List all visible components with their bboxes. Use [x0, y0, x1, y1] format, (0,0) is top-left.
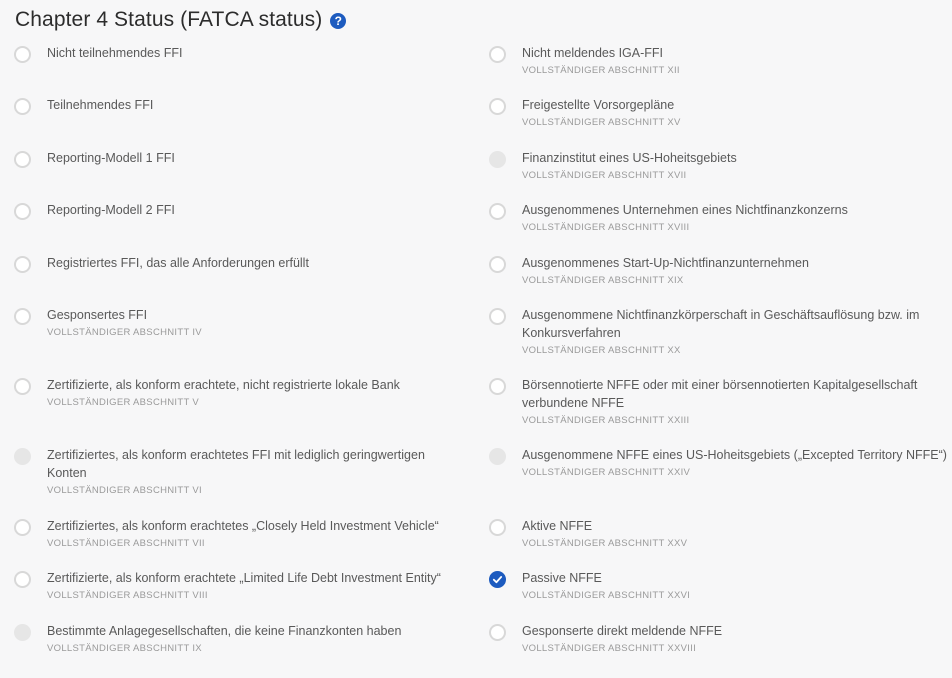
- option-label: Gesponserte direkt meldende NFFE: [522, 624, 723, 638]
- fatca-status-option[interactable]: [14, 149, 464, 168]
- option-section-reference: VOLLSTÄNDIGER ABSCHNITT VI: [47, 485, 202, 496]
- radio-button[interactable]: [14, 571, 31, 588]
- option-text: [47, 517, 439, 553]
- radio-button[interactable]: [14, 98, 31, 115]
- fatca-status-option[interactable]: [14, 306, 464, 342]
- fatca-status-option[interactable]: [489, 517, 949, 553]
- option-section-reference: VOLLSTÄNDIGER ABSCHNITT IV: [47, 327, 202, 338]
- option-section-reference: VOLLSTÄNDIGER ABSCHNITT XVII: [522, 170, 687, 181]
- radio-button: [489, 151, 506, 168]
- option-label: Registriertes FFI, das alle Anforderungen erfüllt: [47, 256, 309, 270]
- radio-button[interactable]: [489, 98, 506, 115]
- option-text: [522, 306, 949, 360]
- option-text: [47, 254, 309, 272]
- fatca-status-option[interactable]: [489, 44, 949, 80]
- radio-button[interactable]: [489, 519, 506, 536]
- option-label: Ausgenommenes Start-Up-Nichtfinanzunternehmen: [522, 256, 809, 270]
- checkmark-icon: [492, 574, 503, 585]
- fatca-status-option: [489, 446, 949, 482]
- option-text: [522, 254, 809, 290]
- radio-button[interactable]: [489, 624, 506, 641]
- radio-button[interactable]: [14, 151, 31, 168]
- option-section-reference: VOLLSTÄNDIGER ABSCHNITT V: [47, 397, 199, 408]
- option-label: Ausgenommene Nichtfinanzkörperschaft in Geschäftsauflösung bzw. im Konkursverfahren: [522, 308, 920, 340]
- fatca-status-option[interactable]: [489, 306, 949, 360]
- radio-button[interactable]: [14, 308, 31, 325]
- option-label: Bestimmte Anlagegesellschaften, die keine Finanzkonten haben: [47, 624, 402, 638]
- fatca-status-option: [14, 446, 464, 500]
- option-section-reference: VOLLSTÄNDIGER ABSCHNITT XVIII: [522, 222, 690, 233]
- fatca-status-option[interactable]: [489, 569, 949, 605]
- radio-button[interactable]: [14, 46, 31, 63]
- radio-button[interactable]: [14, 378, 31, 395]
- radio-checked-icon[interactable]: [489, 571, 506, 588]
- option-label: Reporting-Modell 1 FFI: [47, 151, 175, 165]
- option-text: [522, 201, 848, 237]
- option-label: Börsennotierte NFFE oder mit einer börsennotierten Kapitalgesellschaft verbundene NFFE: [522, 378, 918, 410]
- radio-button[interactable]: [14, 203, 31, 220]
- option-text: [522, 517, 687, 553]
- option-text: [47, 622, 401, 658]
- option-label: Ausgenommenes Unternehmen eines Nichtfinanzkonzerns: [522, 203, 848, 217]
- fatca-status-option[interactable]: [14, 254, 464, 273]
- option-section-reference: VOLLSTÄNDIGER ABSCHNITT XXVIII: [522, 643, 697, 654]
- option-label: Aktive NFFE: [522, 519, 593, 533]
- fatca-status-option[interactable]: [489, 201, 949, 237]
- radio-button[interactable]: [14, 256, 31, 273]
- option-text: [47, 446, 464, 500]
- option-label: Zertifiziertes, als konform erachtetes „Closely Held Investment Vehicle“: [47, 519, 439, 533]
- option-section-reference: VOLLSTÄNDIGER ABSCHNITT XXIII: [522, 415, 690, 426]
- radio-button[interactable]: [489, 256, 506, 273]
- fatca-status-option[interactable]: [14, 44, 464, 63]
- fatca-status-option[interactable]: [489, 622, 949, 658]
- option-label: Finanzinstitut eines US-Hoheitsgebiets: [522, 151, 737, 165]
- option-text: [47, 44, 182, 62]
- option-text: [522, 569, 690, 605]
- option-section-reference: VOLLSTÄNDIGER ABSCHNITT XXIV: [522, 467, 691, 478]
- option-text: [522, 446, 947, 482]
- option-label: Zertifizierte, als konform erachtete, nicht registrierte lokale Bank: [47, 378, 400, 392]
- option-label: Nicht meldendes IGA-FFI: [522, 46, 664, 60]
- option-label: Reporting-Modell 2 FFI: [47, 203, 175, 217]
- fatca-status-option[interactable]: [14, 96, 464, 115]
- option-label: Nicht teilnehmendes FFI: [47, 46, 183, 60]
- option-label: Ausgenommene NFFE eines US-Hoheitsgebiets („Excepted Territory NFFE“): [522, 448, 947, 462]
- fatca-status-option: [489, 149, 949, 185]
- fatca-status-option[interactable]: [14, 201, 464, 220]
- help-icon[interactable]: ?: [330, 13, 346, 29]
- option-label: Gesponsertes FFI: [47, 308, 148, 322]
- option-section-reference: VOLLSTÄNDIGER ABSCHNITT IX: [47, 643, 202, 654]
- option-text: [522, 96, 681, 132]
- option-label: Teilnehmendes FFI: [47, 98, 154, 112]
- option-label: Zertifizierte, als konform erachtete „Limited Life Debt Investment Entity“: [47, 571, 441, 585]
- fatca-status-option[interactable]: [489, 376, 949, 430]
- option-text: [47, 96, 153, 114]
- option-text: [47, 306, 202, 342]
- option-label: Zertifiziertes, als konform erachtetes FFI mit lediglich geringwertigen Konten: [47, 448, 425, 480]
- option-section-reference: VOLLSTÄNDIGER ABSCHNITT VII: [47, 538, 205, 549]
- page-title: Chapter 4 Status (FATCA status): [15, 8, 323, 31]
- radio-button[interactable]: [489, 308, 506, 325]
- fatca-status-option[interactable]: [14, 569, 464, 605]
- radio-button: [489, 448, 506, 465]
- option-section-reference: VOLLSTÄNDIGER ABSCHNITT XII: [522, 65, 680, 76]
- option-section-reference: VOLLSTÄNDIGER ABSCHNITT XXVI: [522, 590, 691, 601]
- option-label: Passive NFFE: [522, 571, 602, 585]
- radio-button: [14, 624, 31, 641]
- radio-button[interactable]: [489, 46, 506, 63]
- fatca-status-option[interactable]: [489, 254, 949, 290]
- option-text: [522, 376, 949, 430]
- fatca-status-option[interactable]: [489, 96, 949, 132]
- radio-button[interactable]: [489, 378, 506, 395]
- option-section-reference: VOLLSTÄNDIGER ABSCHNITT VIII: [47, 590, 208, 601]
- option-text: [522, 149, 737, 185]
- option-text: [522, 44, 680, 80]
- fatca-status-option[interactable]: [14, 376, 464, 412]
- fatca-status-option[interactable]: [14, 517, 464, 553]
- option-section-reference: VOLLSTÄNDIGER ABSCHNITT XIX: [522, 275, 684, 286]
- fatca-status-option: [14, 622, 464, 658]
- option-section-reference: VOLLSTÄNDIGER ABSCHNITT XXV: [522, 538, 688, 549]
- radio-button[interactable]: [489, 203, 506, 220]
- option-text: [522, 622, 722, 658]
- title-row: [15, 8, 346, 32]
- radio-button: [14, 448, 31, 465]
- option-text: [47, 201, 175, 219]
- option-text: [47, 149, 175, 167]
- radio-button[interactable]: [14, 519, 31, 536]
- option-section-reference: VOLLSTÄNDIGER ABSCHNITT XX: [522, 345, 681, 356]
- option-text: [47, 569, 441, 605]
- option-label: Freigestellte Vorsorgepläne: [522, 98, 675, 112]
- option-section-reference: VOLLSTÄNDIGER ABSCHNITT XV: [522, 117, 681, 128]
- option-text: [47, 376, 400, 412]
